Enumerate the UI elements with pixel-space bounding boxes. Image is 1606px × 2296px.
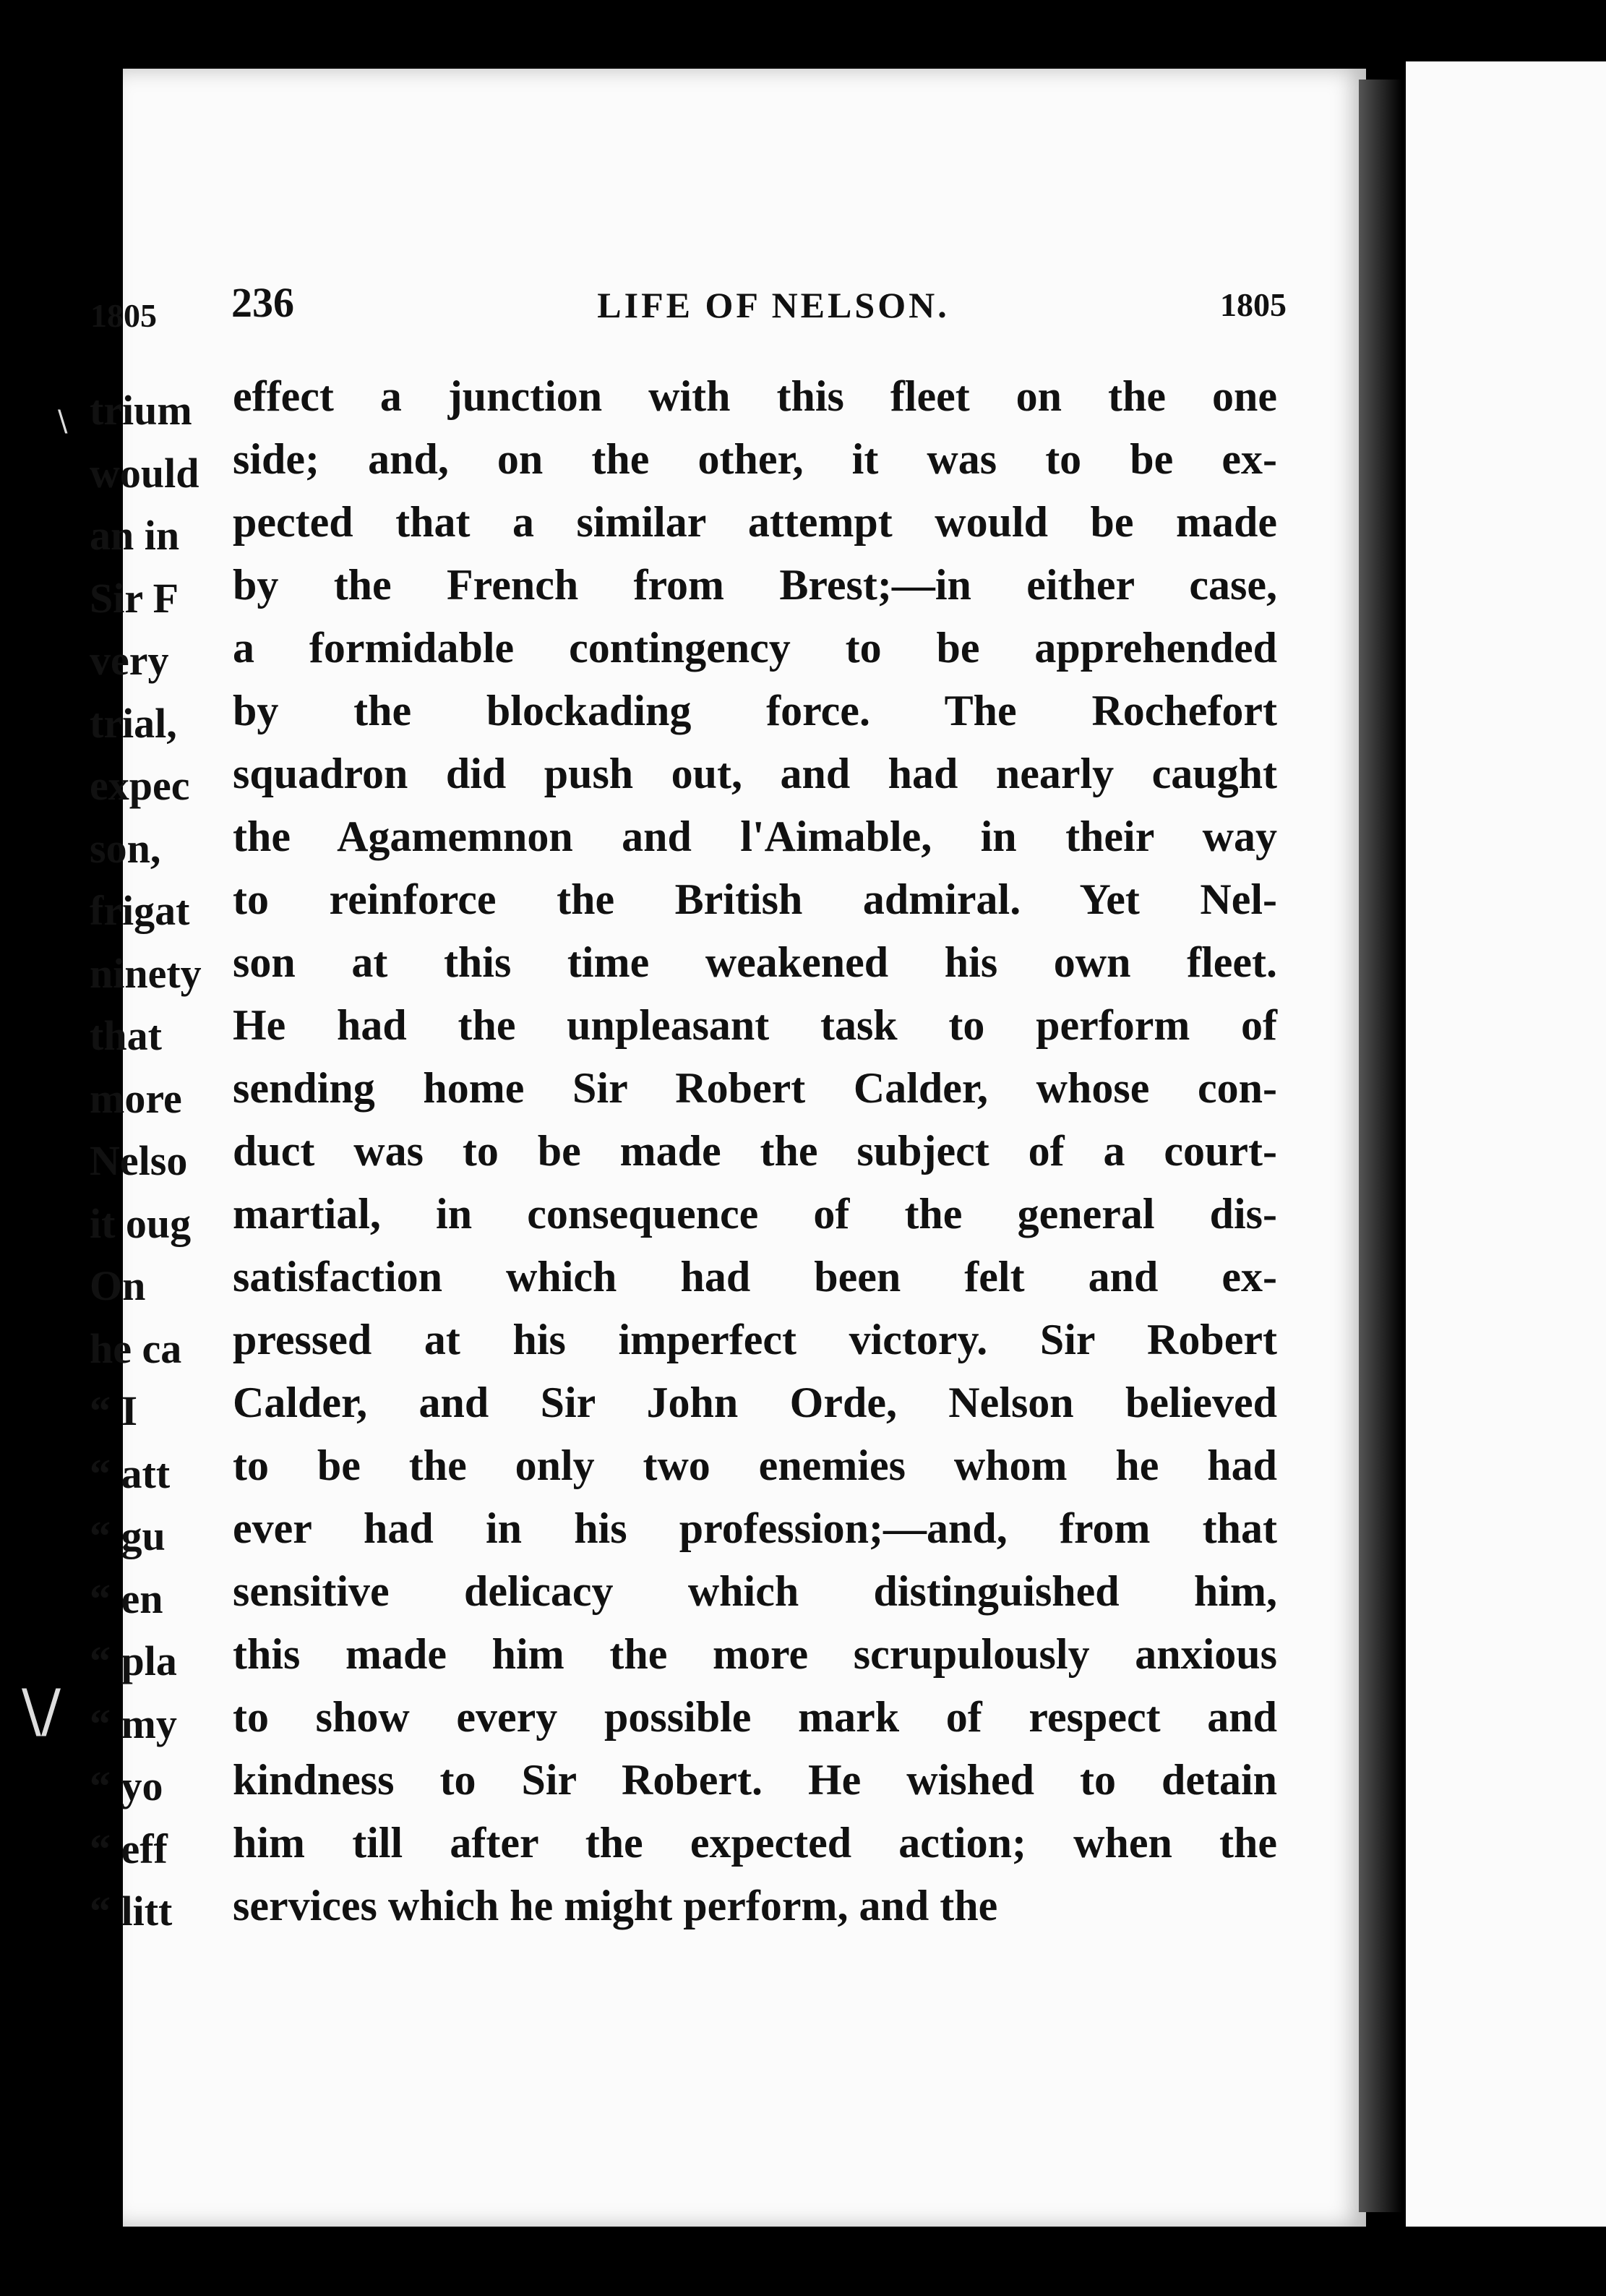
- left-page-body-text: [233, 365, 1277, 1937]
- text-line: to reinforce the British admiral. Yet Nel-: [233, 875, 1277, 923]
- text-line: this made him the more scrupulously anxious: [233, 1630, 1277, 1678]
- right-text-line: “ gu: [90, 1512, 166, 1559]
- text-line: the Agamemnon and l'Aimable, in their way: [233, 813, 1277, 860]
- right-text-line: an in: [90, 512, 180, 559]
- right-text-line: “ pla: [90, 1637, 177, 1684]
- right-text-line: “ litt: [90, 1888, 173, 1935]
- scan-edge-mark-bracket: \/: [22, 1677, 61, 1744]
- text-line: son at this time weakened his own fleet.: [233, 938, 1277, 986]
- right-text-line: ninety: [90, 949, 202, 997]
- right-text-line: Nelso: [90, 1137, 188, 1184]
- book-gutter: [1359, 80, 1402, 2212]
- right-text-line: it oug: [90, 1199, 192, 1247]
- text-line: satisfaction which had been felt and ex-: [233, 1253, 1277, 1301]
- text-line: He had the unpleasant task to perform of: [233, 1001, 1277, 1049]
- text-line: kindness to Sir Robert. He wished to detain: [233, 1756, 1277, 1804]
- right-page: [1406, 61, 1606, 2227]
- right-text-line: “ my: [90, 1700, 177, 1747]
- right-page-body-text: [90, 380, 379, 1943]
- right-text-line: son,: [90, 824, 161, 872]
- text-line: by the French from Brest;—in either case,: [233, 561, 1277, 609]
- text-line: to show every possible mark of respect and: [233, 1693, 1277, 1741]
- page-number: 236: [231, 279, 294, 326]
- right-text-line: that: [90, 1012, 162, 1059]
- text-line: side; and, on the other, it was to be ex-: [233, 435, 1277, 483]
- running-title: LIFE OF NELSON.: [597, 285, 950, 325]
- right-text-line: Sir F: [90, 574, 179, 622]
- text-line: effect a junction with this fleet on the one: [233, 372, 1277, 420]
- running-head: [231, 278, 1287, 329]
- right-text-line: “ I: [90, 1387, 138, 1434]
- text-line: squadron did push out, and had nearly caught: [233, 750, 1277, 797]
- text-line: services which he might perform, and the: [233, 1882, 998, 1929]
- text-line: Calder, and Sir John Orde, Nelson believed: [233, 1379, 1277, 1426]
- right-text-line: “ yo: [90, 1762, 163, 1809]
- right-text-line: “ en: [90, 1575, 163, 1622]
- right-text-line: more: [90, 1074, 182, 1122]
- right-page-year: 1805: [90, 297, 157, 334]
- text-line: duct was to be made the subject of a court-: [233, 1127, 1277, 1175]
- text-line: a formidable contingency to be apprehended: [233, 624, 1277, 672]
- text-line: sending home Sir Robert Calder, whose con-: [233, 1064, 1277, 1112]
- text-line: martial, in consequence of the general dis-: [233, 1190, 1277, 1238]
- running-head-year: 1805: [1220, 286, 1287, 323]
- text-line: by the blockading force. The Rochefort: [233, 687, 1277, 734]
- scan-edge-mark-top: \: [58, 405, 68, 438]
- text-line: him till after the expected action; when the: [233, 1819, 1277, 1867]
- right-text-line: very: [90, 637, 169, 684]
- text-line: pected that a similar attempt would be made: [233, 498, 1277, 546]
- right-text-line: “ att: [90, 1449, 171, 1497]
- text-line: ever had in his profession;—and, from that: [233, 1504, 1277, 1552]
- right-text-line: expec: [90, 762, 190, 809]
- right-text-line: he ca: [90, 1324, 182, 1372]
- text-line: pressed at his imperfect victory. Sir Robert: [233, 1316, 1277, 1363]
- right-text-line: trium: [90, 387, 192, 434]
- right-text-line: frigat: [90, 887, 190, 934]
- right-text-line: “ eff: [90, 1825, 168, 1872]
- right-text-line: trial,: [90, 699, 177, 747]
- text-line: sensitive delicacy which distinguished him,: [233, 1567, 1277, 1615]
- right-text-line: would: [90, 449, 199, 497]
- right-text-line: On: [90, 1262, 146, 1309]
- text-line: to be the only two enemies whom he had: [233, 1442, 1277, 1489]
